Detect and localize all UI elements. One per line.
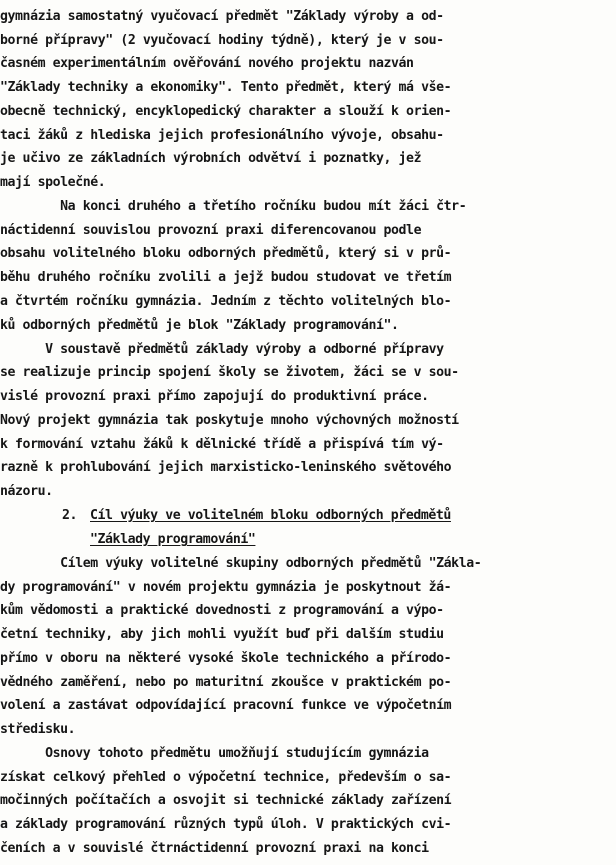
section-number: 2. [62, 508, 78, 523]
text-line: Cílem výuky volitelné skupiny odborných předmětů "Zákla- [0, 556, 482, 571]
text-line: mají společné. [0, 175, 106, 190]
text-line: je učivo ze základních výrobních odvětví i poznatky, jež [0, 151, 422, 166]
text-line: obecně technický, encyklopedický charakter a slouží k orien- [0, 104, 452, 119]
text-line: a základy programování různých typů úloh. V praktických cvi- [0, 817, 452, 832]
text-line: náctidenní souvislou provozní praxi diferencovanou podle [0, 223, 422, 238]
text-line: přímo v oboru na některé vysoké škole technického a přírodo- [0, 651, 452, 666]
text-line: četní techniky, aby jich mohli využít buď při dalším studiu [0, 627, 444, 642]
text-line: čeních a v souvislé čtrnáctidenní provozní praxi na konci [0, 841, 429, 856]
text-line: kům vědomosti a praktické dovednosti z programování a výpo- [0, 603, 444, 618]
text-line: "Základy techniky a ekonomiky". Tento předmět, který má vše- [0, 80, 452, 95]
text-line: vědného zaměření, nebo po maturitní zkoušce v praktickém po- [0, 675, 452, 690]
text-line: k formování vztahu žáků k dělnické třídě a přispívá tím vý- [0, 437, 444, 452]
text-line: se realizuje princip spojení školy se životem, žáci se v sou- [0, 365, 459, 380]
section-heading-subtitle: "Základy programování" [90, 532, 256, 547]
text-line: a čtvrtém ročníku gymnázia. Jedním z těchto volitelných blo- [0, 294, 452, 309]
text-line: vislé provozní praxi přímo zapojují do produktivní práce. [0, 389, 429, 404]
text-line: středisku. [0, 722, 76, 737]
text-line: Osnovy tohoto předmětu umožňují studujícím gymnázia [0, 746, 429, 761]
text-line: Nový projekt gymnázia tak poskytuje mnoho výchovných možností [0, 413, 459, 428]
text-line: taci žáků z hlediska jejich profesionálního vývoje, obsahu- [0, 128, 444, 143]
text-line: borné přípravy" (2 vyučovací hodiny týdně), který je v sou- [0, 33, 444, 48]
text-line: volení a zastávat odpovídající pracovní funkce ve výpočetním [0, 698, 452, 713]
text-line: obsahu volitelného bloku odborných předmětů, který si v prů- [0, 246, 452, 261]
text-line: časném experimentálním ověřování nového projektu nazván [0, 56, 414, 71]
text-line: získat celkový přehled o výpočetní technice, především o sa- [0, 770, 452, 785]
text-line: močinných počítačích a osvojit si technické základy zařízení [0, 793, 452, 808]
text-line: názoru. [0, 484, 53, 499]
text-line: Na konci druhého a třetího ročníku budou mít žáci čtr- [0, 199, 467, 214]
text-line: V soustavě předmětů základy výroby a odborné přípravy [0, 342, 444, 357]
text-line: gymnázia samostatný vyučovací předmět "Základy výroby a od- [0, 9, 444, 24]
text-line: běhu druhého ročníku zvolili a jejž budou studovat ve třetím [0, 270, 452, 285]
text-line: dy programování" v novém projektu gymnázia je poskytnout žá- [0, 580, 452, 595]
text-line: ků odborných předmětů je blok "Základy programování". [0, 318, 399, 333]
text-line: razně k prohlubování jejich marxisticko-leninského světového [0, 460, 452, 475]
section-heading: Cíl výuky ve volitelném bloku odborných předmětů [90, 508, 451, 523]
